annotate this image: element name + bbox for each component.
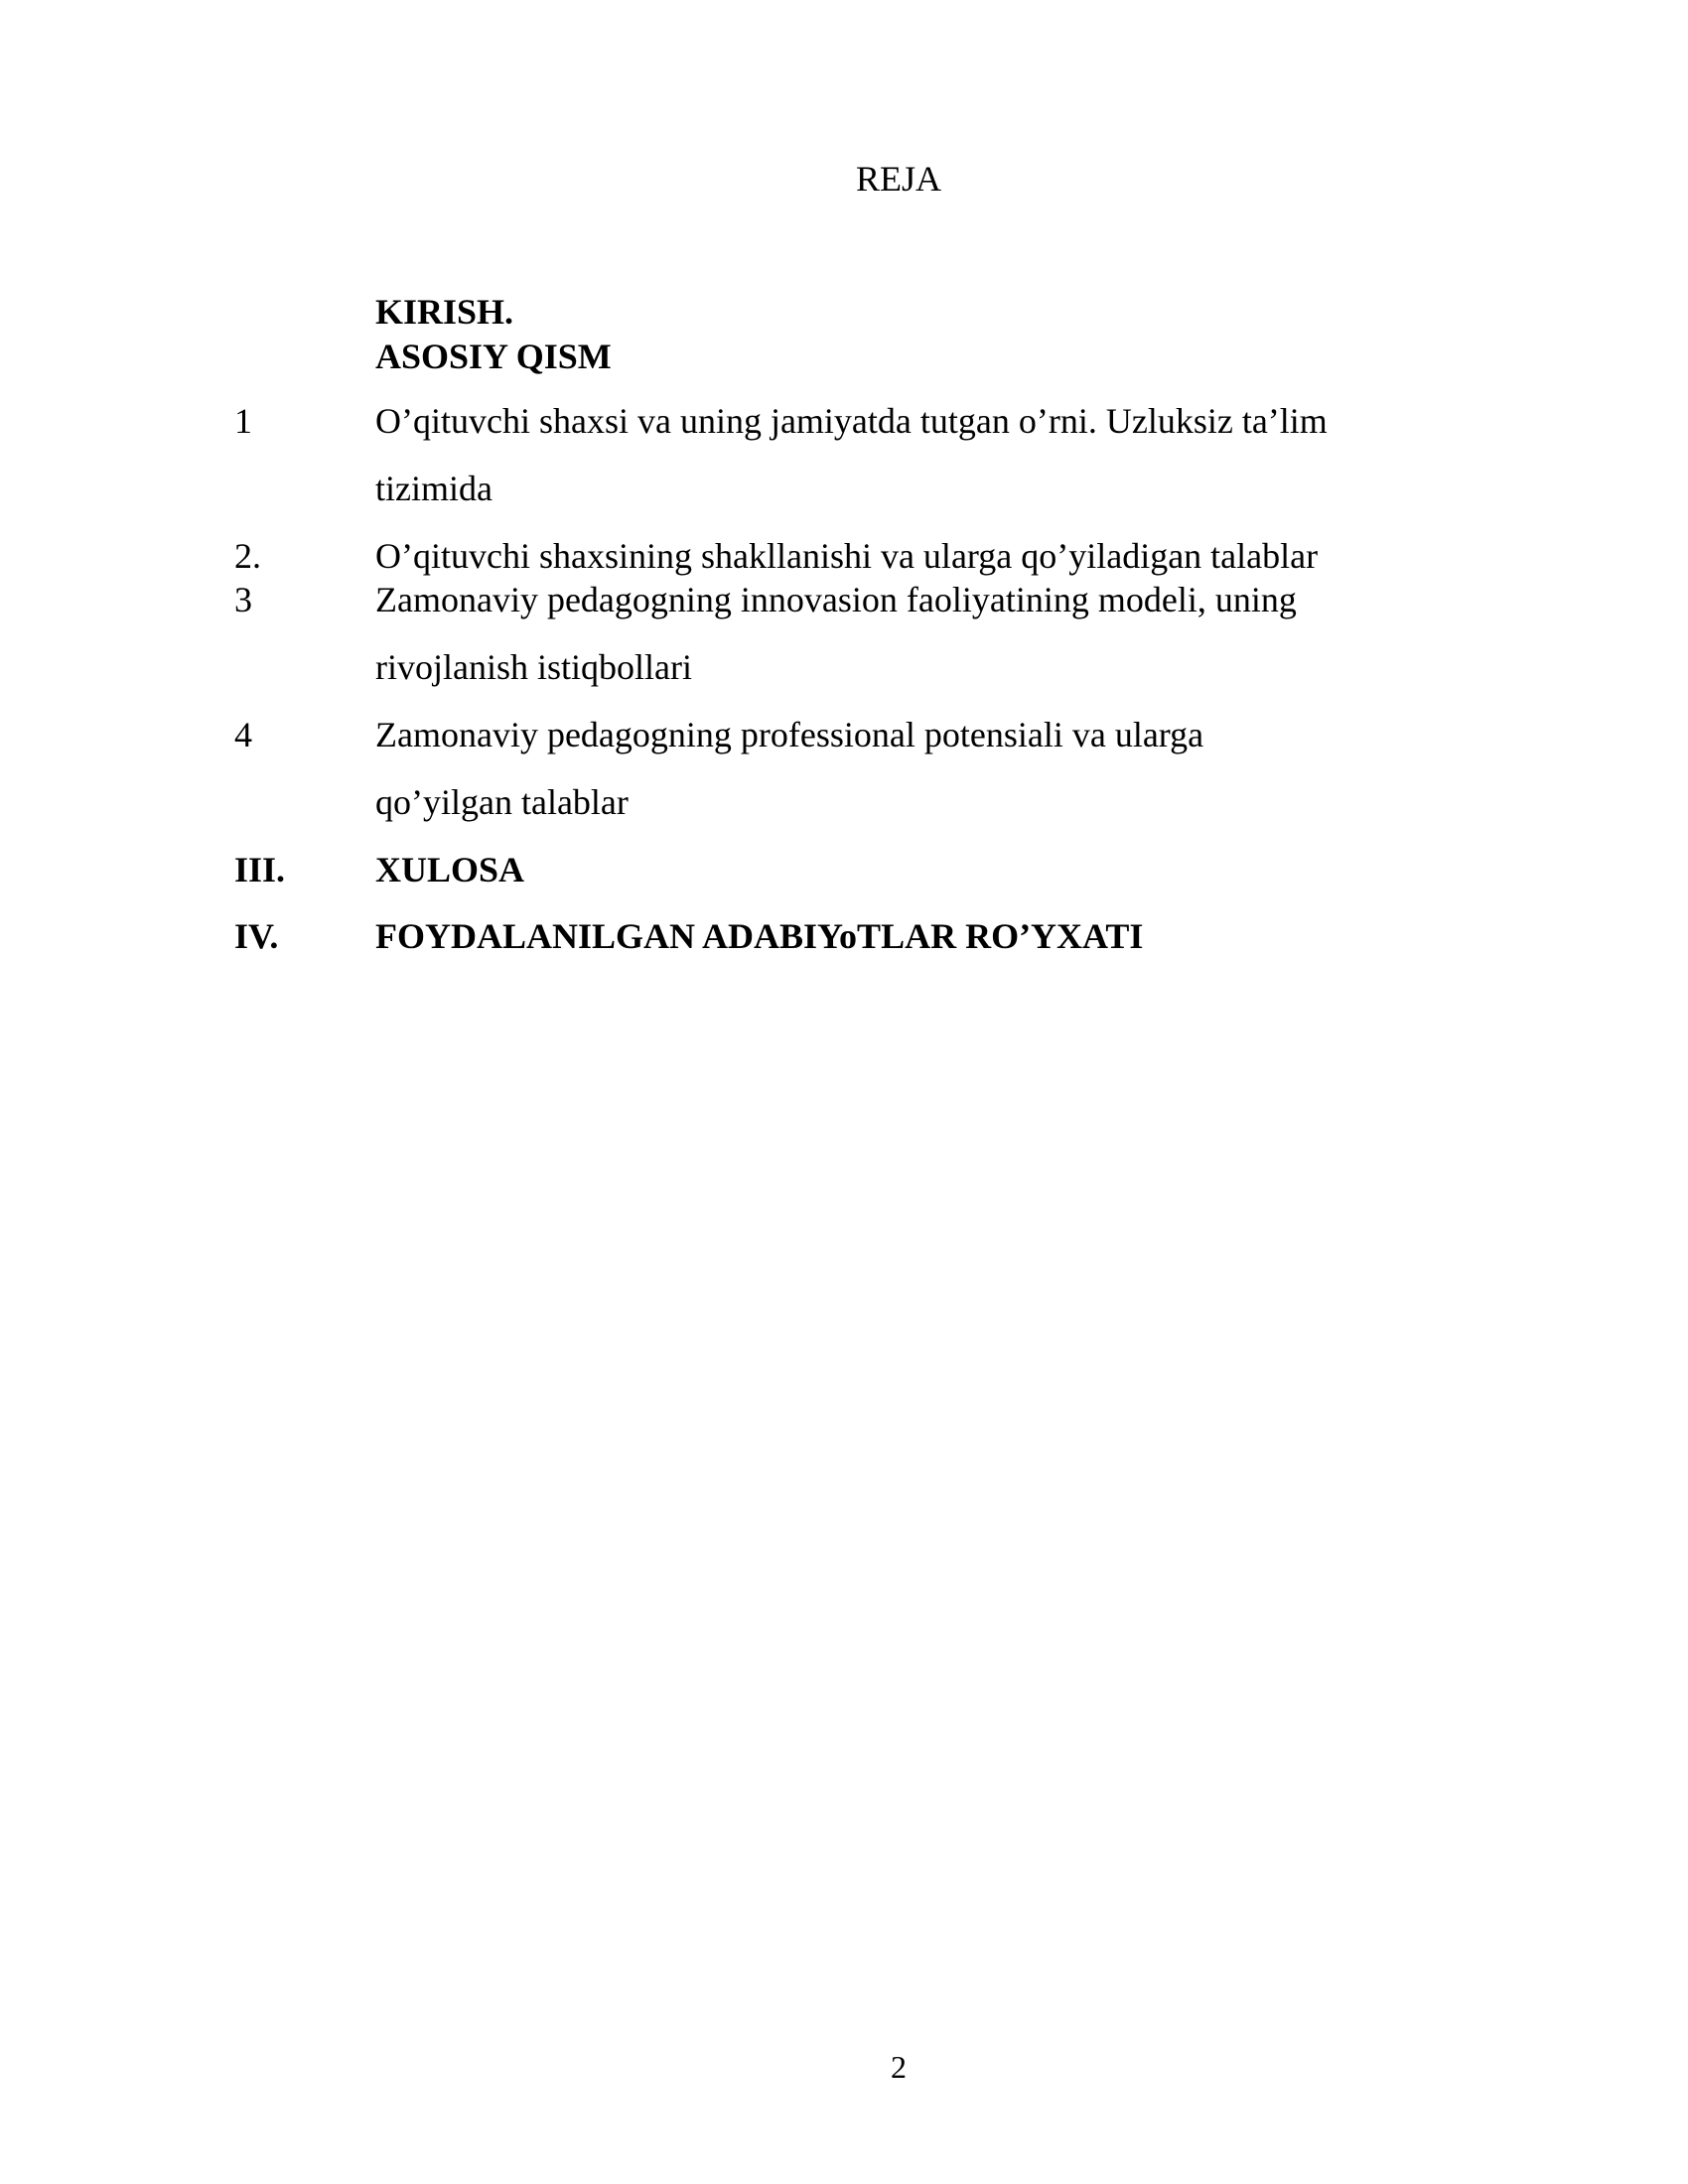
intro-heading: KIRISH.: [375, 292, 514, 332]
section-number: III.: [234, 850, 286, 889]
item-number: 1: [234, 401, 252, 441]
page-number: 2: [891, 2049, 907, 2085]
section-title: XULOSA: [375, 850, 525, 889]
item-text: Zamonaviy pedagogning innovasion faoliyatining modeli, uning rivojlanish istiqbollari: [375, 580, 1297, 687]
page-title: REJA: [855, 159, 941, 199]
section-title: FOYDALANILGAN ADABIYoTLAR RO’YXATI: [375, 916, 1144, 956]
item-number: 2.: [234, 536, 261, 576]
item-text: O’qituvchi shaxsi va uning jamiyatda tutgan o’rni. Uzluksiz ta’lim tizimida: [375, 401, 1328, 508]
section-number: IV.: [234, 916, 279, 956]
item-number: 3: [234, 580, 252, 619]
item-text: Zamonaviy pedagogning professional potensiali va ularga qo’yilgan talablar: [375, 715, 1204, 822]
item-number: 4: [234, 715, 252, 754]
main-part-heading: ASOSIY QISM: [375, 337, 612, 376]
item-text: O’qituvchi shaxsining shakllanishi va ularga qo’yiladigan talablar: [375, 536, 1319, 576]
